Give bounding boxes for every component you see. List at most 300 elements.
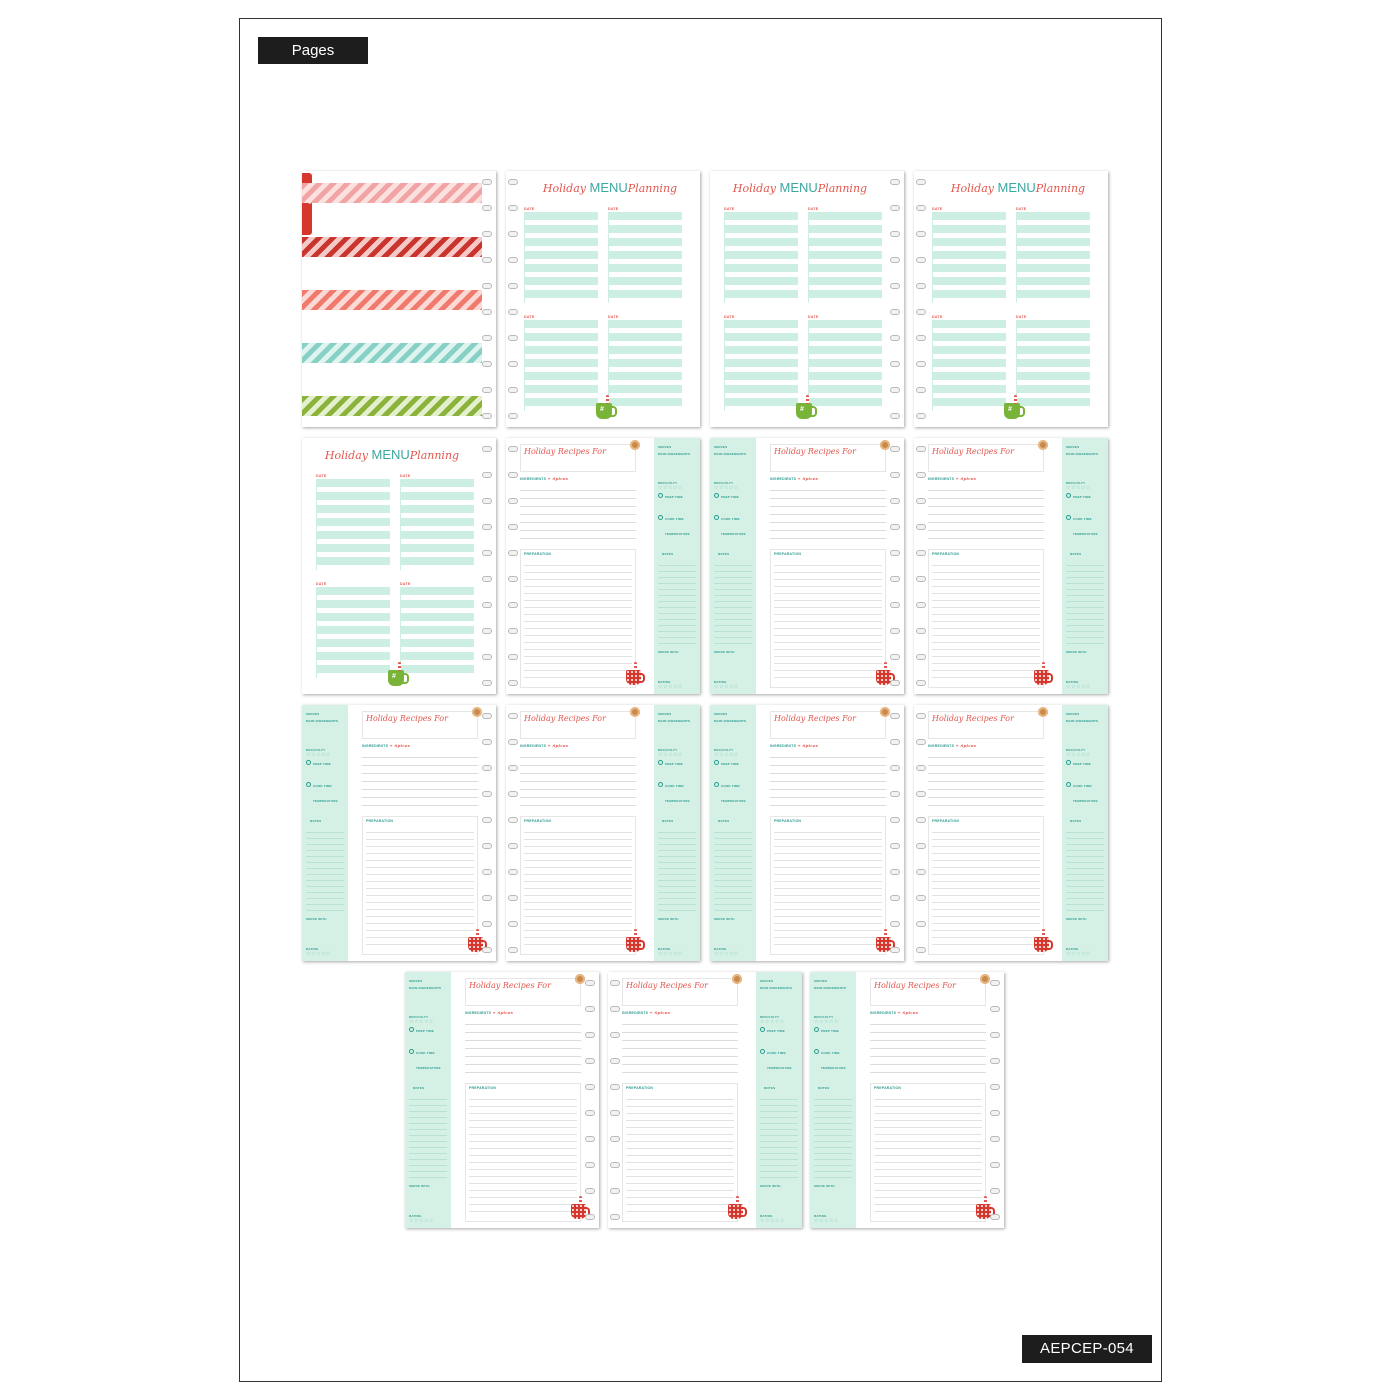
recipe-title-box	[362, 711, 478, 739]
binder-ring	[890, 869, 900, 875]
binder-ring	[610, 1084, 620, 1090]
rating-stars-icon: ☆☆☆☆☆	[658, 684, 683, 690]
binder-ring	[890, 446, 900, 452]
binder-ring	[890, 602, 900, 608]
binder-ring	[482, 843, 492, 849]
preparation-label: PREPARATION	[626, 1086, 654, 1090]
product-code-label: AEPCEP-054	[1022, 1335, 1152, 1363]
binder-ring	[916, 413, 926, 419]
date-block	[932, 315, 1006, 411]
date-label: DATE	[400, 474, 411, 478]
ingredients-accent: + Spices	[955, 743, 977, 748]
ingredients-label: INGREDIENTS	[520, 744, 547, 748]
recipe-page	[710, 705, 904, 961]
difficulty-label: DIFFICULTY	[714, 748, 734, 752]
difficulty-rating-icon: ☆☆☆☆☆	[658, 752, 683, 758]
binder-ring	[890, 361, 900, 367]
binder-ring	[890, 739, 900, 745]
temperature-label: TEMPERATURE	[821, 1066, 846, 1070]
date-block	[608, 315, 682, 411]
recipe-sidebar	[1062, 438, 1108, 694]
binder-ring	[610, 1136, 620, 1142]
ingredients-accent: + Spices	[547, 476, 569, 481]
prep-time-label: PREP TIME	[721, 762, 739, 766]
ingredients-heading	[770, 476, 886, 481]
binder-ring	[890, 654, 900, 660]
binder-ring	[508, 713, 518, 719]
cook-time-label: COOK TIME	[1073, 784, 1092, 788]
binder-ring	[990, 1110, 1000, 1116]
cook-time-label: COOK TIME	[665, 517, 684, 521]
binder-ring	[508, 335, 518, 341]
preparation-box	[928, 816, 1044, 955]
prep-time-label: PREP TIME	[665, 762, 683, 766]
binder-ring	[890, 498, 900, 504]
binder-ring	[916, 257, 926, 263]
rating-stars-icon: ☆☆☆☆☆	[658, 951, 683, 957]
main-ingredients-label: MAIN INGREDIENTS	[814, 986, 847, 990]
prep-time-label: PREP TIME	[1073, 762, 1091, 766]
rating-label: RATING	[658, 947, 671, 951]
preparation-label: PREPARATION	[932, 552, 960, 556]
gingerbread-icon	[880, 707, 890, 717]
candy-cane-icon	[398, 662, 401, 671]
binder-ring	[482, 309, 492, 315]
ingredients-section	[870, 1010, 986, 1080]
binder-ring	[990, 1214, 1000, 1220]
title-prefix: Holiday	[950, 182, 994, 195]
menu-lines	[724, 320, 798, 411]
binder-rings	[916, 179, 928, 419]
binder-ring	[585, 1084, 595, 1090]
menu-lines	[608, 212, 682, 303]
date-block	[400, 474, 474, 570]
rating-label: RATING	[658, 680, 671, 684]
cook-time-label: COOK TIME	[721, 784, 740, 788]
cocoa-mug-icon: #	[596, 403, 612, 419]
cook-time-label: COOK TIME	[665, 784, 684, 788]
preparation-label: PREPARATION	[366, 819, 394, 823]
recipe-main	[608, 972, 744, 1228]
ingredients-section	[770, 476, 886, 546]
notes-lines	[658, 827, 696, 913]
main-ingredients-label: MAIN INGREDIENTS	[658, 452, 691, 456]
binder-rings	[916, 446, 928, 686]
preparation-box	[770, 549, 886, 688]
candy-cane-icon	[579, 1196, 582, 1205]
ingredients-lines	[928, 483, 1044, 546]
binder-ring	[916, 680, 926, 686]
gingerbread-icon	[1038, 707, 1048, 717]
gingerbread-icon	[575, 974, 585, 984]
menu-lines	[608, 320, 682, 411]
notes-label: NOTES	[662, 552, 674, 556]
stripe-band	[302, 343, 482, 363]
candy-cane-icon	[606, 395, 609, 404]
ingredients-heading	[520, 743, 636, 748]
recipe-title-box	[928, 444, 1044, 472]
binder-ring	[610, 1006, 620, 1012]
preparation-label: PREPARATION	[524, 552, 552, 556]
notes-label: NOTES	[413, 1086, 425, 1090]
ingredients-heading	[928, 476, 1044, 481]
notes-lines	[714, 560, 752, 646]
ingredients-accent: + Spices	[547, 743, 569, 748]
binder-ring	[585, 1214, 595, 1220]
temperature-label: TEMPERATURE	[665, 532, 690, 536]
date-label: DATE	[724, 207, 735, 211]
prep-time-label: PREP TIME	[767, 1029, 785, 1033]
candy-cane-icon	[634, 662, 637, 671]
date-label: DATE	[808, 315, 819, 319]
clock-icon	[714, 782, 719, 787]
menu-planning-title	[520, 180, 700, 195]
preparation-box	[520, 549, 636, 688]
rating-label: RATING	[1066, 680, 1079, 684]
binder-rings	[585, 980, 597, 1220]
binder-ring	[916, 205, 926, 211]
binder-ring	[508, 309, 518, 315]
rating-stars-icon: ☆☆☆☆☆	[409, 1218, 434, 1224]
ingredients-label: INGREDIENTS	[520, 477, 547, 481]
binder-ring	[990, 980, 1000, 986]
menu-lines	[1016, 320, 1090, 411]
binder-rings	[482, 446, 494, 686]
recipe-main	[856, 972, 992, 1228]
notes-label: NOTES	[662, 819, 674, 823]
binder-ring	[508, 654, 518, 660]
date-block	[400, 582, 474, 678]
notes-lines	[1066, 827, 1104, 913]
date-block	[316, 474, 390, 570]
main-ingredients-label: MAIN INGREDIENTS	[1066, 452, 1099, 456]
clock-icon	[760, 1027, 765, 1032]
preparation-lines	[774, 559, 882, 684]
preparation-label: PREPARATION	[874, 1086, 902, 1090]
clock-icon	[658, 760, 663, 765]
candy-cane-icon	[634, 929, 637, 938]
binder-ring	[916, 843, 926, 849]
cook-time-label: COOK TIME	[416, 1051, 435, 1055]
rating-stars-icon: ☆☆☆☆☆	[714, 684, 739, 690]
binder-ring	[916, 446, 926, 452]
recipe-title-box	[622, 978, 738, 1006]
recipe-page	[608, 972, 802, 1228]
binder-ring	[916, 895, 926, 901]
binder-ring	[482, 550, 492, 556]
date-label: DATE	[932, 315, 943, 319]
menu-planning-title	[710, 180, 890, 195]
serves-label: SERVES	[658, 445, 672, 449]
binder-ring	[890, 895, 900, 901]
binder-ring	[482, 335, 492, 341]
clock-icon	[1066, 782, 1071, 787]
main-ingredients-label: MAIN INGREDIENTS	[714, 452, 747, 456]
menu-lines	[724, 212, 798, 303]
serve-with-label: SERVE WITH	[714, 917, 735, 921]
candy-cane-icon	[806, 395, 809, 404]
preparation-box	[770, 816, 886, 955]
preparation-label: PREPARATION	[774, 552, 802, 556]
difficulty-rating-icon: ☆☆☆☆☆	[814, 1019, 839, 1025]
cocoa-mug-icon	[626, 670, 641, 685]
binder-rings	[482, 179, 494, 419]
binder-ring	[916, 576, 926, 582]
ingredients-lines	[520, 483, 636, 546]
serves-label: SERVES	[714, 712, 728, 716]
binder-ring	[508, 257, 518, 263]
difficulty-label: DIFFICULTY	[1066, 481, 1086, 485]
binder-ring	[890, 205, 900, 211]
ingredients-lines	[622, 1017, 738, 1080]
menu-planning-page	[506, 171, 700, 427]
difficulty-rating-icon: ☆☆☆☆☆	[714, 752, 739, 758]
ingredients-heading	[870, 1010, 986, 1015]
prep-time-label: PREP TIME	[821, 1029, 839, 1033]
serve-with-label: SERVE WITH	[1066, 917, 1087, 921]
candy-cane-icon	[476, 929, 479, 938]
preparation-lines	[774, 826, 882, 951]
binder-rings	[508, 713, 520, 953]
binder-ring	[890, 921, 900, 927]
ingredients-lines	[870, 1017, 986, 1080]
binder-ring	[482, 576, 492, 582]
difficulty-rating-icon: ☆☆☆☆☆	[409, 1019, 434, 1025]
notes-label: NOTES	[718, 552, 730, 556]
cocoa-mug-icon	[976, 1204, 991, 1219]
title-suffix: Planning	[817, 182, 868, 195]
recipe-title: Holiday Recipes For	[774, 447, 856, 456]
binder-ring	[482, 231, 492, 237]
binder-ring	[890, 309, 900, 315]
title-main: MENU	[589, 180, 628, 195]
menu-lines	[316, 479, 390, 570]
main-ingredients-label: MAIN INGREDIENTS	[714, 719, 747, 723]
main-ingredients-label: MAIN INGREDIENTS	[306, 719, 339, 723]
binder-ring	[585, 1162, 595, 1168]
notes-label: NOTES	[764, 1086, 776, 1090]
binder-rings	[890, 179, 902, 419]
candy-cane-icon	[884, 662, 887, 671]
clock-icon	[306, 760, 311, 765]
difficulty-label: DIFFICULTY	[409, 1015, 429, 1019]
ingredients-label: INGREDIENTS	[770, 477, 797, 481]
binder-ring	[482, 654, 492, 660]
gingerbread-icon	[980, 974, 990, 984]
date-block	[524, 315, 598, 411]
serve-with-label: SERVE WITH	[1066, 650, 1087, 654]
temperature-label: TEMPERATURE	[767, 1066, 792, 1070]
binder-ring	[890, 472, 900, 478]
rating-stars-icon: ☆☆☆☆☆	[760, 1218, 785, 1224]
binder-rings	[482, 713, 494, 953]
notes-label: NOTES	[1070, 552, 1082, 556]
binder-ring	[508, 413, 518, 419]
difficulty-rating-icon: ☆☆☆☆☆	[658, 485, 683, 491]
binder-ring	[482, 283, 492, 289]
recipe-main	[756, 705, 892, 961]
binder-ring	[916, 524, 926, 530]
temperature-label: TEMPERATURE	[1073, 532, 1098, 536]
binder-ring	[916, 921, 926, 927]
preparation-lines	[524, 826, 632, 951]
clock-icon	[1066, 493, 1071, 498]
binder-ring	[508, 283, 518, 289]
binder-ring	[508, 947, 518, 953]
title-suffix: Planning	[627, 182, 678, 195]
ingredients-lines	[465, 1017, 581, 1080]
preparation-label: PREPARATION	[469, 1086, 497, 1090]
notes-lines	[658, 560, 696, 646]
ingredients-section	[520, 476, 636, 546]
binder-ring	[890, 387, 900, 393]
menu-lines	[400, 587, 474, 678]
binder-ring	[508, 843, 518, 849]
recipe-page	[914, 705, 1108, 961]
serves-label: SERVES	[409, 979, 423, 983]
ingredients-lines	[770, 750, 886, 813]
recipe-title: Holiday Recipes For	[774, 714, 856, 723]
clock-icon	[658, 782, 663, 787]
ingredients-section	[928, 743, 1044, 813]
binder-ring	[890, 628, 900, 634]
binder-ring	[508, 765, 518, 771]
title-main: MENU	[779, 180, 818, 195]
binder-ring	[482, 257, 492, 263]
ingredients-accent: + Spices	[389, 743, 411, 748]
binder-ring	[890, 791, 900, 797]
binder-ring	[916, 817, 926, 823]
date-block	[608, 207, 682, 303]
binder-ring	[890, 843, 900, 849]
recipe-page	[405, 972, 599, 1228]
ingredients-label: INGREDIENTS	[928, 744, 955, 748]
preparation-box	[870, 1083, 986, 1222]
difficulty-rating-icon: ☆☆☆☆☆	[1066, 485, 1091, 491]
date-block	[724, 315, 798, 411]
binder-rings	[890, 446, 902, 686]
binder-ring	[916, 654, 926, 660]
binder-ring	[990, 1058, 1000, 1064]
clock-icon	[760, 1049, 765, 1054]
ingredients-accent: + Spices	[492, 1010, 514, 1015]
difficulty-label: DIFFICULTY	[658, 748, 678, 752]
binder-ring	[916, 472, 926, 478]
clock-icon	[1066, 760, 1071, 765]
date-label: DATE	[608, 315, 619, 319]
cook-time-label: COOK TIME	[767, 1051, 786, 1055]
ingredients-lines	[770, 483, 886, 546]
binder-ring	[508, 472, 518, 478]
menu-lines	[808, 320, 882, 411]
date-block	[808, 207, 882, 303]
date-block	[1016, 207, 1090, 303]
ingredients-label: INGREDIENTS	[870, 1011, 897, 1015]
binder-ring	[508, 387, 518, 393]
binder-ring	[610, 1188, 620, 1194]
divider-cover-page	[302, 171, 496, 427]
recipe-title: Holiday Recipes For	[626, 981, 708, 990]
binder-ring	[990, 1188, 1000, 1194]
binder-ring	[916, 335, 926, 341]
preparation-lines	[874, 1093, 982, 1218]
gingerbread-icon	[630, 707, 640, 717]
ingredients-heading	[928, 743, 1044, 748]
prep-time-label: PREP TIME	[1073, 495, 1091, 499]
binder-ring	[916, 283, 926, 289]
serves-label: SERVES	[1066, 712, 1080, 716]
date-label: DATE	[808, 207, 819, 211]
preparation-label: PREPARATION	[774, 819, 802, 823]
title-main: MENU	[371, 447, 410, 462]
preparation-lines	[524, 559, 632, 684]
difficulty-label: DIFFICULTY	[760, 1015, 780, 1019]
candy-cane-icon	[1042, 662, 1045, 671]
binder-ring	[585, 1032, 595, 1038]
serves-label: SERVES	[714, 445, 728, 449]
prep-time-label: PREP TIME	[416, 1029, 434, 1033]
notes-label: NOTES	[310, 819, 322, 823]
recipe-page	[506, 705, 700, 961]
recipe-title: Holiday Recipes For	[874, 981, 956, 990]
preparation-lines	[469, 1093, 577, 1218]
binder-ring	[508, 498, 518, 504]
candy-cane-icon	[984, 1196, 987, 1205]
cocoa-mug-icon	[1034, 937, 1049, 952]
binder-ring	[916, 869, 926, 875]
date-label: DATE	[524, 207, 535, 211]
difficulty-label: DIFFICULTY	[306, 748, 326, 752]
notes-label: NOTES	[818, 1086, 830, 1090]
binder-ring	[508, 361, 518, 367]
recipe-main	[914, 705, 1050, 961]
date-label: DATE	[1016, 207, 1027, 211]
ingredients-section	[520, 743, 636, 813]
serve-with-label: SERVE WITH	[409, 1184, 430, 1188]
temperature-label: TEMPERATURE	[1073, 799, 1098, 803]
binder-ring	[585, 1136, 595, 1142]
difficulty-rating-icon: ☆☆☆☆☆	[306, 752, 331, 758]
menu-lines	[932, 212, 1006, 303]
ingredients-accent: + Spices	[649, 1010, 671, 1015]
binder-rings	[508, 179, 520, 419]
preparation-lines	[366, 826, 474, 951]
recipe-title-box	[520, 711, 636, 739]
binder-ring	[916, 765, 926, 771]
serve-with-label: SERVE WITH	[658, 917, 679, 921]
ingredients-lines	[928, 750, 1044, 813]
binder-ring	[916, 713, 926, 719]
recipe-sidebar	[710, 438, 756, 694]
temperature-label: TEMPERATURE	[721, 799, 746, 803]
date-label: DATE	[1016, 315, 1027, 319]
binder-ring	[610, 1214, 620, 1220]
clock-icon	[658, 493, 663, 498]
cocoa-mug-icon	[728, 1204, 743, 1219]
binder-ring	[890, 550, 900, 556]
clock-icon	[658, 515, 663, 520]
candy-cane-icon	[884, 929, 887, 938]
recipe-page	[810, 972, 1004, 1228]
binder-rings	[508, 446, 520, 686]
main-ingredients-label: MAIN INGREDIENTS	[1066, 719, 1099, 723]
date-block	[316, 582, 390, 678]
rating-stars-icon: ☆☆☆☆☆	[714, 951, 739, 957]
binder-ring	[916, 947, 926, 953]
serve-with-label: SERVE WITH	[760, 1184, 781, 1188]
candy-cane-icon	[1042, 929, 1045, 938]
notes-label: NOTES	[1070, 819, 1082, 823]
